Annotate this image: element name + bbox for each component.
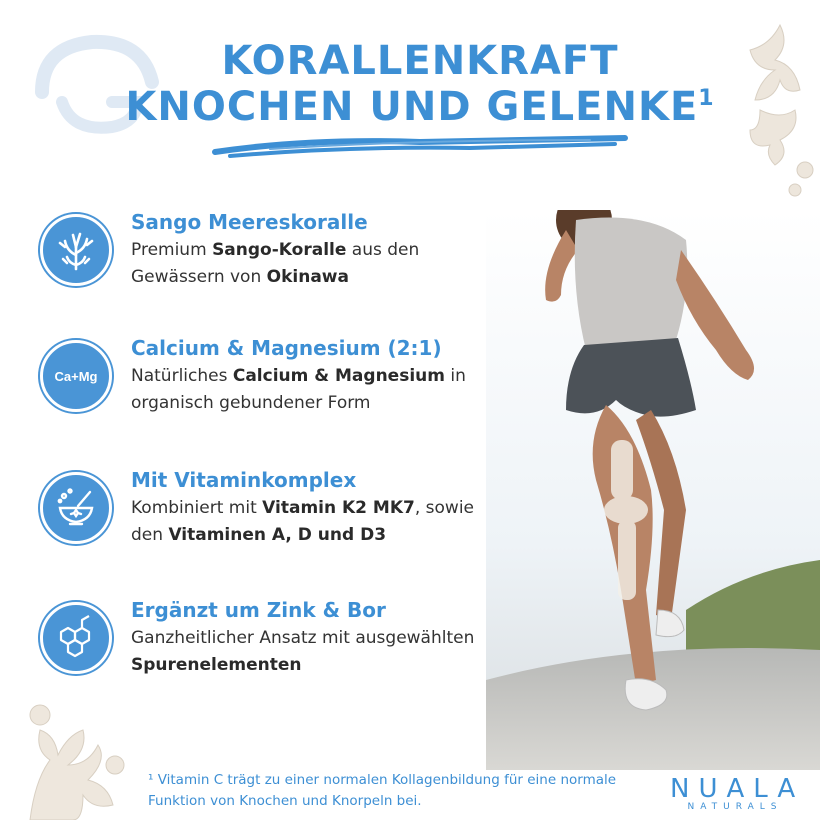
- brush-underline-icon: [210, 132, 630, 162]
- molecule-icon: [40, 602, 112, 674]
- ca-mg-icon: [40, 340, 112, 412]
- brand-logo: [670, 774, 805, 812]
- feature-title: Mit Vitaminkomplex: [131, 468, 357, 492]
- page-title-line2: KNOCHEN UND GELENKE$^1$: [125, 84, 715, 130]
- feature-title: Ergänzt um Zink & Bor: [131, 598, 386, 622]
- feature-text: Natürliches Calcium & Magnesium in organisch gebundener Form: [131, 366, 466, 413]
- brand-name: NUALA: [670, 774, 805, 804]
- product-infographic: [20, 20, 820, 820]
- coral-icon: [40, 214, 112, 286]
- mortar-pestle-icon: [40, 472, 112, 544]
- footnote-marker: 1: [698, 86, 715, 111]
- coral-decoration-bottom-icon: [20, 670, 150, 820]
- feature-text: Premium Sango-Koralle aus den Gewässern von Okinawa: [131, 240, 420, 287]
- runner-photo: [486, 210, 820, 770]
- feature-text: Kombiniert mit Vitamin K2 MK7, sowie den Vitaminen A, D und D3: [131, 498, 474, 545]
- feature-text: Ganzheitlicher Ansatz mit ausgewählten Spurenelementen: [131, 628, 475, 675]
- brand-subtitle: NATURALS: [687, 802, 783, 812]
- footnote: ¹ Vitamin C trägt zu einer normalen Kollagenbildung für eine normale Funktion von Knochen und Knorpeln bei.: [148, 772, 617, 809]
- ca-mg-icon-label: Ca+Mg: [54, 368, 98, 384]
- page-title-line1: KORALLENKRAFT: [221, 38, 619, 84]
- feature-title: Calcium & Magnesium (2:1): [131, 336, 442, 360]
- feature-title: Sango Meereskoralle: [131, 210, 368, 234]
